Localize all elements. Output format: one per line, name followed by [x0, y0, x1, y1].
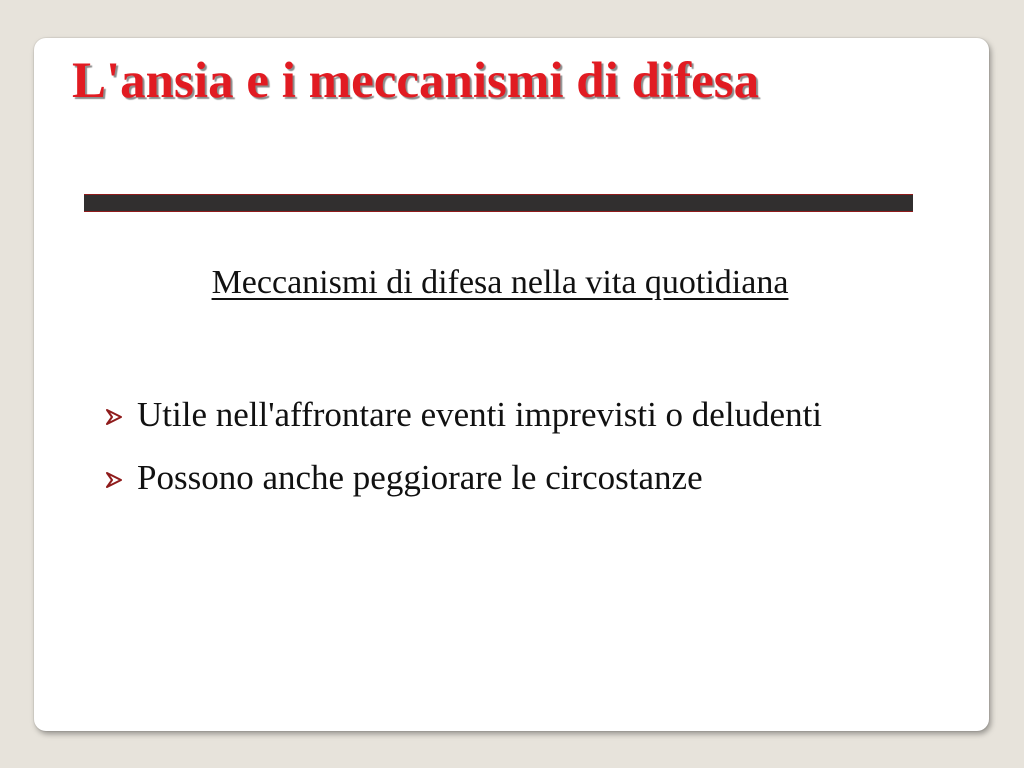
- slide-title: L'ansia e i meccanismi di difesa: [72, 53, 760, 109]
- slide-subtitle: [0, 262, 1000, 304]
- arrowhead-bullet-icon: [104, 469, 126, 491]
- bullet-item: [104, 453, 884, 502]
- title-divider: [84, 194, 913, 212]
- slide-card: [34, 38, 989, 731]
- subtitle-text: Meccanismi di difesa nella vita quotidiana: [211, 264, 789, 301]
- bullet-text: Possono anche peggiorare le circostanze: [137, 458, 703, 497]
- bullet-list: [104, 390, 884, 516]
- arrowhead-bullet-icon: [104, 406, 126, 428]
- bullet-item: [104, 390, 884, 439]
- bullet-text: Utile nell'affrontare eventi imprevisti o deludenti: [137, 395, 823, 434]
